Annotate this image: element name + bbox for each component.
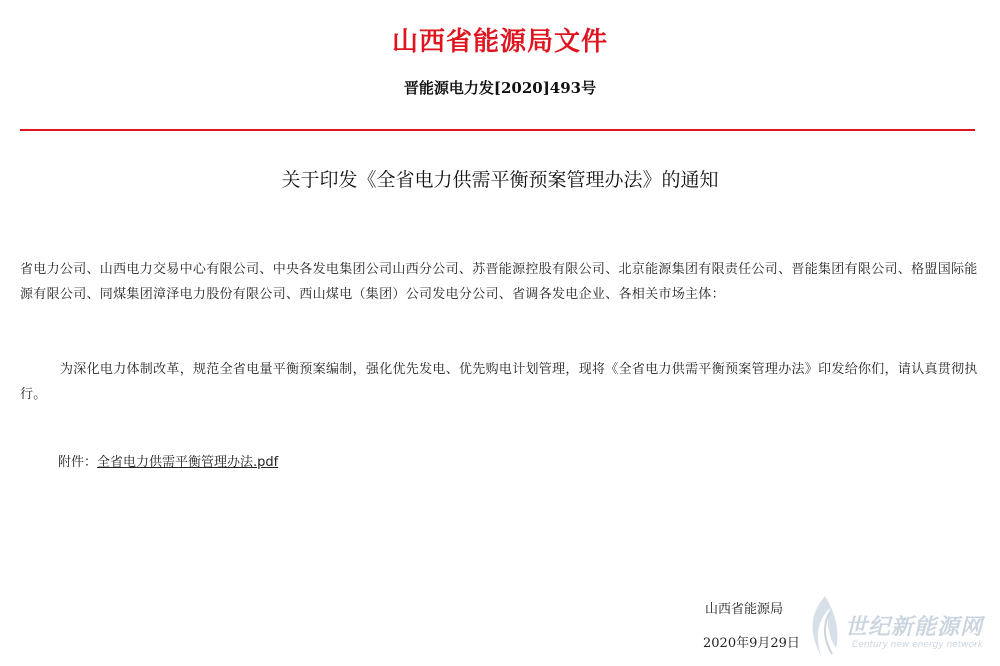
- signature-organization: 山西省能源局: [705, 602, 784, 617]
- attachment-line: [58, 452, 278, 474]
- site-watermark: [800, 588, 1000, 666]
- addressee-list: 省电力公司、山西电力交易中心有限公司、中央各发电集团公司山西分公司、苏晋能源控股有限公司、北京能源集团有限责任公司、晋能集团有限公司、格盟国际能源有限公司、同煤集团漳泽电力股份有限公司、西山煤电（集团）公司发电分公司、省调各发电企业、各相关市场主体：: [20, 262, 978, 302]
- notice-title: 关于印发《全省电力供需平衡预案管理办法》的通知: [281, 169, 719, 191]
- document-number: 晋能源电力发[2020]493号: [403, 79, 597, 97]
- red-divider-line: [20, 129, 975, 131]
- watermark-chinese-text: 世纪新能源网: [845, 615, 984, 640]
- notice-body-paragraph: 为深化电力体制改革，规范全省电量平衡预案编制，强化优先发电、优先购电计划管理，现将《全省电力供需平衡预案管理办法》印发给你们，请认真贯彻执行。: [20, 362, 978, 402]
- signature-date: 2020年9月29日: [703, 636, 800, 651]
- attachment-download-link[interactable]: 全省电力供需平衡管理办法.pdf: [97, 455, 279, 470]
- attachment-label: 附件：: [58, 455, 98, 470]
- watermark-english-text: Century new energy network: [852, 640, 984, 650]
- flame-swirl-logo-icon: [800, 592, 850, 664]
- document-issuer-title: 山西省能源局文件: [391, 27, 608, 57]
